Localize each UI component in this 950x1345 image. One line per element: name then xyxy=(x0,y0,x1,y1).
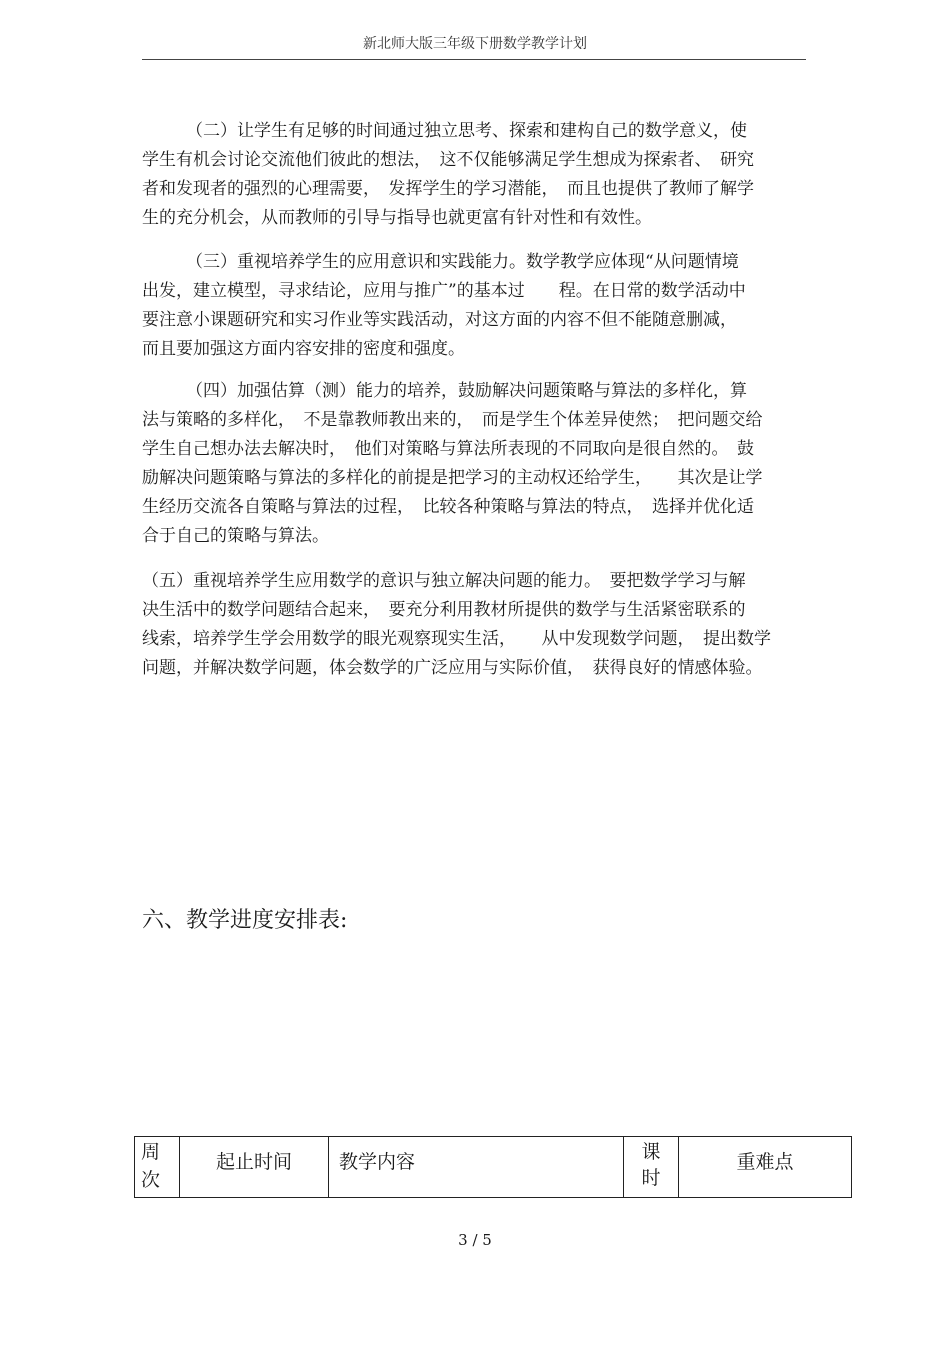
paragraph-line: （二）让学生有足够的时间通过独立思考、探索和建构自己的数学意义，使 xyxy=(186,121,747,141)
paragraph-4 xyxy=(142,377,810,551)
paragraph-line: 生经历交流各自策略与算法的过程， 比较各种策略与算法的特点， 选择并优化适 xyxy=(142,497,754,517)
paragraph-line: （四）加强估算（测）能力的培养，鼓励解决问题策略与算法的多样化，算 xyxy=(186,381,747,401)
section-title: 六、教学进度安排表: xyxy=(142,908,348,933)
paragraph-3 xyxy=(142,248,810,364)
paragraph-2 xyxy=(142,117,810,233)
page-header: 新北师大版三年级下册数学教学计划 xyxy=(363,36,587,52)
paragraph-line: （五）重视培养学生应用数学的意识与独立解决问题的能力。 要把数学学习与解 xyxy=(142,571,746,591)
paragraph-line: 法与策略的多样化， 不是靠教师教出来的， 而是学生个体差异使然； 把问题交给 xyxy=(142,410,763,430)
paragraph-line: 励解决问题策略与算法的多样化的前提是把学习的主动权还给学生， 其次是让学 xyxy=(142,468,763,488)
header-divider xyxy=(142,59,806,60)
hours-header xyxy=(624,1137,679,1198)
week-header-char: 次 xyxy=(141,1169,161,1191)
page-number: 3 / 5 xyxy=(458,1231,492,1249)
paragraph-line: 要注意小课题研究和实习作业等实践活动，对这方面的内容不但不能随意删减， xyxy=(142,310,737,330)
week-header xyxy=(135,1137,180,1198)
paragraph-5 xyxy=(142,567,810,683)
paragraph-line: 学生自己想办法去解决时， 他们对策略与算法所表现的不同取向是很自然的。 鼓 xyxy=(142,439,754,459)
schedule-table xyxy=(134,1136,852,1198)
paragraph-line: 线索，培养学生学会用数学的眼光观察现实生活， 从中发现数学问题， 提出数学 xyxy=(142,629,771,649)
content-header: 教学内容 xyxy=(329,1137,624,1198)
paragraph-line: 者和发现者的强烈的心理需要， 发挥学生的学习潜能， 而且也提供了教师了解学 xyxy=(142,179,754,199)
paragraph-line: 决生活中的数学问题结合起来， 要充分利用教材所提供的数学与生活紧密联系的 xyxy=(142,600,746,620)
paragraph-line: （三）重视培养学生的应用意识和实践能力。数学教学应体现“从问题情境 xyxy=(186,252,739,272)
hours-header-char: 课 xyxy=(641,1141,661,1163)
paragraph-line: 出发，建立模型，寻求结论，应用与推广”的基本过 程。在日常的数学活动中 xyxy=(142,281,746,301)
paragraph-line: 问题，并解决数学问题，体会数学的广泛应用与实际价值， 获得良好的情感体验。 xyxy=(142,658,763,678)
paragraph-line: 合于自己的策略与算法。 xyxy=(142,526,329,546)
hours-header-char: 时 xyxy=(641,1167,661,1189)
table-header-row xyxy=(135,1137,852,1198)
paragraph-line: 学生有机会讨论交流他们彼此的想法， 这不仅能够满足学生想成为探索者、 研究 xyxy=(142,150,754,170)
week-header-char: 周 xyxy=(141,1141,161,1163)
paragraph-line: 而且要加强这方面内容安排的密度和强度。 xyxy=(142,339,465,359)
key-points-header: 重难点 xyxy=(679,1137,852,1198)
dates-header: 起止时间 xyxy=(180,1137,329,1198)
paragraph-line: 生的充分机会，从而教师的引导与指导也就更富有针对性和有效性。 xyxy=(142,208,652,228)
